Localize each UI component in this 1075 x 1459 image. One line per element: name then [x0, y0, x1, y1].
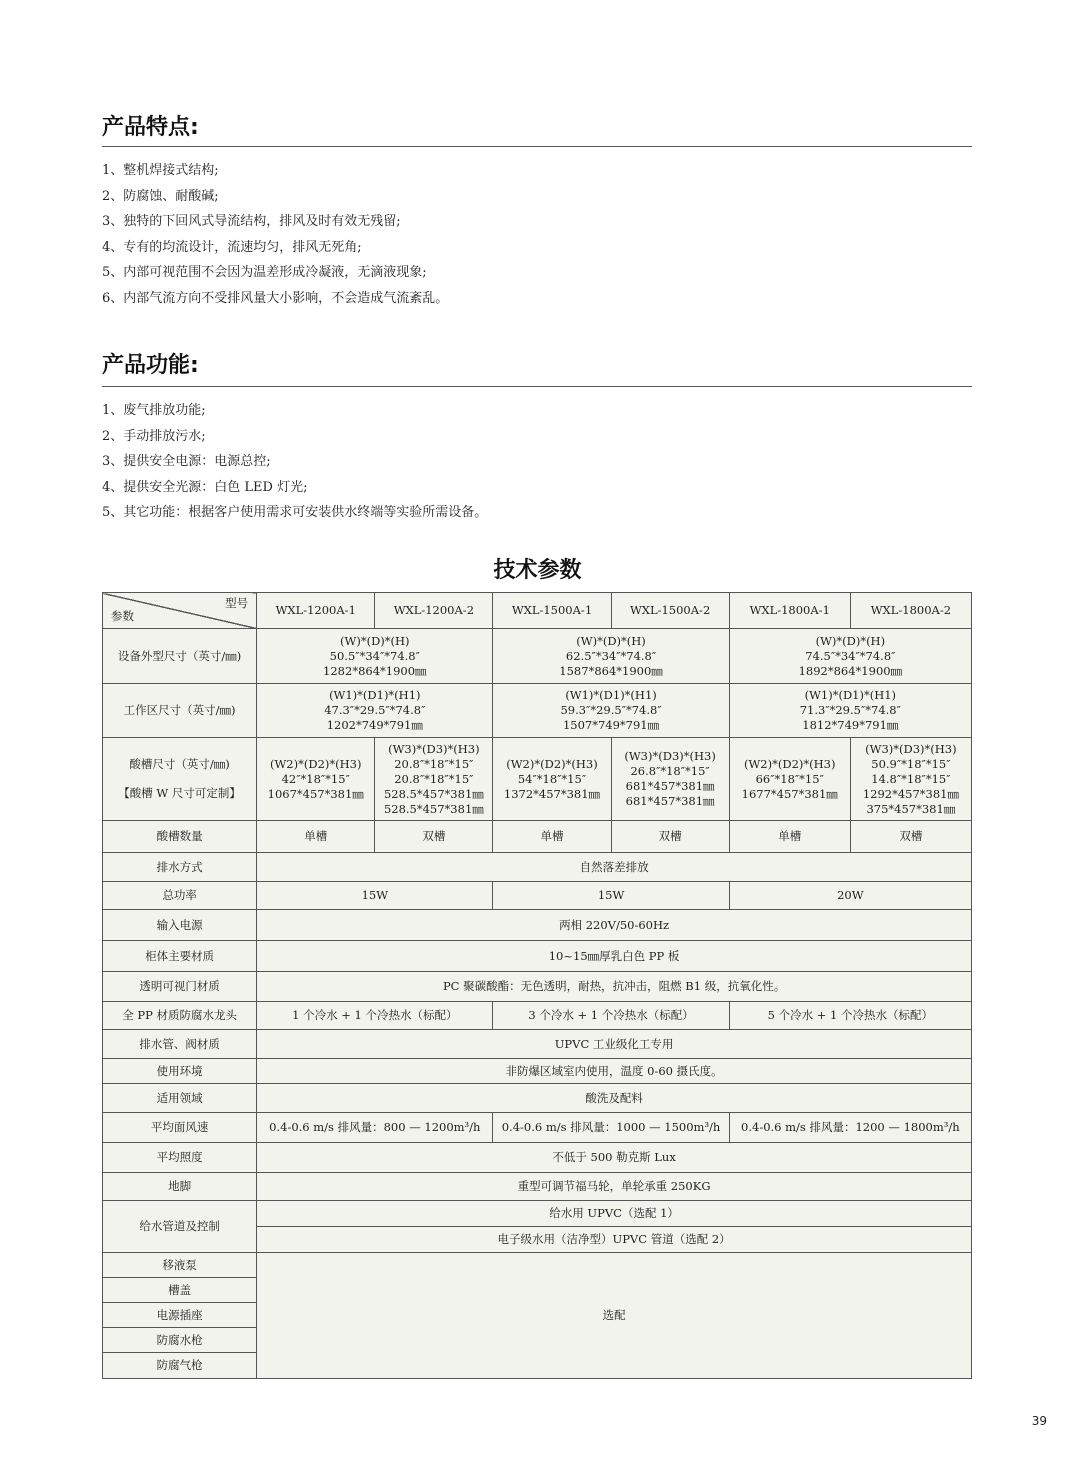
- model-header: WXL-1800A-2: [850, 593, 971, 629]
- function-item: 5、其它功能：根据客户使用需求可安装供水终端等实验所需设备。: [102, 505, 488, 520]
- value-cell: 0.4-0.6 m/s 排风量：1000 — 1500m³/h: [493, 1113, 729, 1143]
- outer-size-row: [103, 629, 972, 684]
- functions-list: [102, 398, 487, 526]
- application-row: [103, 1084, 972, 1113]
- feature-item: 1、整机焊接式结构;: [102, 163, 219, 178]
- faucet-row: [103, 1002, 972, 1030]
- value-cell: UPVC 工业级化工专用: [257, 1030, 972, 1059]
- row-label: 适用领域: [103, 1084, 257, 1113]
- function-item: 2、手动排放污水;: [102, 428, 206, 444]
- value-cell: (W2)*(D2)*(H3) 54″*18″*15″ 1372*457*381㎜: [493, 738, 611, 821]
- functions-title: 产品功能:: [102, 353, 199, 378]
- spec-table: [102, 592, 972, 1379]
- row-label: 全 PP 材质防腐水龙头: [103, 1002, 257, 1030]
- value-cell: (W2)*(D2)*(H3) 66″*18″*15″ 1677*457*381㎜: [729, 738, 850, 821]
- value-cell: (W)*(D)*(H) 74.5″*34″*74.8″ 1892*864*1900㎜: [729, 629, 971, 684]
- function-item: 3、提供安全电源：电源总控;: [102, 454, 271, 469]
- value-cell: (W)*(D)*(H) 50.5″*34″*74.8″ 1282*864*1900㎜: [257, 629, 493, 684]
- value-cell: 双槽: [611, 821, 729, 853]
- param-label: 参数: [111, 609, 134, 623]
- features-title: 产品特点:: [102, 115, 199, 140]
- row-label: 移液泵: [103, 1253, 257, 1278]
- model-header: WXL-1200A-2: [375, 593, 493, 629]
- feature-item: 4、专有的均流设计，流速均匀，排风无死角;: [102, 239, 362, 255]
- value-cell: 单槽: [729, 821, 850, 853]
- illuminance-row: [103, 1143, 972, 1173]
- row-label: 电源插座: [103, 1303, 257, 1328]
- row-label: 酸槽尺寸（英寸/㎜) 【酸槽 W 尺寸可定制】: [103, 738, 257, 821]
- feature-item: 2、防腐蚀、耐酸碱;: [102, 188, 219, 204]
- features-list: [102, 158, 448, 311]
- value-cell: 15W: [493, 882, 729, 910]
- functions-divider: [102, 386, 972, 387]
- row-label: 槽盖: [103, 1278, 257, 1303]
- function-item: 1、废气排放功能;: [102, 403, 206, 418]
- water-option-2: 电子级水用（洁净型）UPVC 管道（选配 2）: [257, 1226, 971, 1252]
- row-label: 排水管、阀材质: [103, 1030, 257, 1059]
- page-number: 39: [1031, 1414, 1047, 1428]
- row-label: 输入电源: [103, 910, 257, 941]
- row-label: 给水管道及控制: [103, 1201, 257, 1253]
- value-cell: (W1)*(D1)*(H1) 71.3″*29.5″*74.8″ 1812*749*791㎜: [729, 684, 971, 738]
- work-size-row: [103, 684, 972, 738]
- value-cell: PC 聚碳酸酯：无色透明，耐热，抗冲击，阻燃 B1 级，抗氧化性。: [257, 972, 972, 1002]
- row-label: 总功率: [103, 882, 257, 910]
- value-cell: 双槽: [850, 821, 971, 853]
- value-cell: 单槽: [493, 821, 611, 853]
- model-header: WXL-1200A-1: [257, 593, 375, 629]
- feature-item: 5、内部可视范围不会因为温差形成冷凝液，无滴液现象;: [102, 265, 427, 280]
- airspeed-row: [103, 1113, 972, 1143]
- model-header: WXL-1500A-2: [611, 593, 729, 629]
- value-cell: (W1)*(D1)*(H1) 47.3″*29.5″*74.8″ 1202*749*791㎜: [257, 684, 493, 738]
- value-cell: (W)*(D)*(H) 62.5″*34″*74.8″ 1587*864*1900㎜: [493, 629, 729, 684]
- value-cell: 不低于 500 勒克斯 Lux: [257, 1143, 972, 1173]
- drain-row: [103, 853, 972, 882]
- row-label: 酸槽数量: [103, 821, 257, 853]
- value-cell: 0.4-0.6 m/s 排风量：1200 — 1800m³/h: [729, 1113, 971, 1143]
- value-cell: 1 个冷水 + 1 个冷热水（标配）: [257, 1002, 493, 1030]
- row-label: 地脚: [103, 1173, 257, 1201]
- value-cell: 10~15㎜厚乳白色 PP 板: [257, 941, 972, 972]
- value-cell: 0.4-0.6 m/s 排风量：800 — 1200m³/h: [257, 1113, 493, 1143]
- optional-row: [103, 1253, 972, 1278]
- value-cell: 酸洗及配料: [257, 1084, 972, 1113]
- feature-item: 3、独特的下回风式导流结构，排风及时有效无残留;: [102, 214, 401, 229]
- row-label: 设备外型尺寸（英寸/㎜): [103, 629, 257, 684]
- feet-row: [103, 1173, 972, 1201]
- spec-table-title: 技术参数: [493, 558, 582, 583]
- power-row: [103, 882, 972, 910]
- value-cell: (W2)*(D2)*(H3) 42″*18″*15″ 1067*457*381㎜: [257, 738, 375, 821]
- row-label: 平均面风速: [103, 1113, 257, 1143]
- function-item: 4、提供安全光源：白色 LED 灯光;: [102, 479, 308, 495]
- tank-size-row: [103, 738, 972, 821]
- model-label: 型号: [225, 596, 249, 610]
- value-cell: 5 个冷水 + 1 个冷热水（标配）: [729, 1002, 971, 1030]
- value-cell: 重型可调节福马轮，单轮承重 250KG: [257, 1173, 972, 1201]
- value-cell: (W3)*(D3)*(H3) 20.8″*18″*15″ 20.8″*18″*15″ 528.5*457*381㎜ 528.5*457*381㎜: [375, 738, 493, 821]
- table-header-row: [103, 593, 972, 629]
- tank-count-row: [103, 821, 972, 853]
- value-cell: 非防爆区域室内使用，温度 0-60 摄氏度。: [257, 1059, 972, 1084]
- row-label: 防腐水枪: [103, 1328, 257, 1353]
- door-material-row: [103, 972, 972, 1002]
- row-label: 柜体主要材质: [103, 941, 257, 972]
- water-supply-row: [103, 1201, 972, 1253]
- value-cell: 双槽: [375, 821, 493, 853]
- optional-value-cell: 选配: [257, 1253, 972, 1379]
- pipe-row: [103, 1030, 972, 1059]
- features-divider: [102, 146, 972, 147]
- value-cell: [257, 1201, 972, 1253]
- value-cell: (W1)*(D1)*(H1) 59.3″*29.5″*74.8″ 1507*749*791㎜: [493, 684, 729, 738]
- row-label: 工作区尺寸（英寸/㎜): [103, 684, 257, 738]
- row-label: 使用环境: [103, 1059, 257, 1084]
- input-power-row: [103, 910, 972, 941]
- value-cell: (W3)*(D3)*(H3) 26.8″*18″*15″ 681*457*381㎜ 681*457*381㎜: [611, 738, 729, 821]
- value-cell: 15W: [257, 882, 493, 910]
- value-cell: 自然落差排放: [257, 853, 972, 882]
- water-option-1: 给水用 UPVC（选配 1）: [549, 1206, 679, 1220]
- row-label: 平均照度: [103, 1143, 257, 1173]
- row-label: 排水方式: [103, 853, 257, 882]
- environment-row: [103, 1059, 972, 1084]
- value-cell: (W3)*(D3)*(H3) 50.9″*18″*15″ 14.8″*18″*15″ 1292*457*381㎜ 375*457*381㎜: [850, 738, 971, 821]
- model-header: WXL-1500A-1: [493, 593, 611, 629]
- row-label: 透明可视门材质: [103, 972, 257, 1002]
- model-header: WXL-1800A-1: [729, 593, 850, 629]
- header-corner-cell: [103, 593, 257, 629]
- cabinet-material-row: [103, 941, 972, 972]
- row-label: 防腐气枪: [103, 1353, 257, 1379]
- value-cell: 3 个冷水 + 1 个冷热水（标配）: [493, 1002, 729, 1030]
- feature-item: 6、内部气流方向不受排风量大小影响，不会造成气流紊乱。: [102, 290, 449, 306]
- value-cell: 两相 220V/50-60Hz: [257, 910, 972, 941]
- value-cell: 20W: [729, 882, 971, 910]
- value-cell: 单槽: [257, 821, 375, 853]
